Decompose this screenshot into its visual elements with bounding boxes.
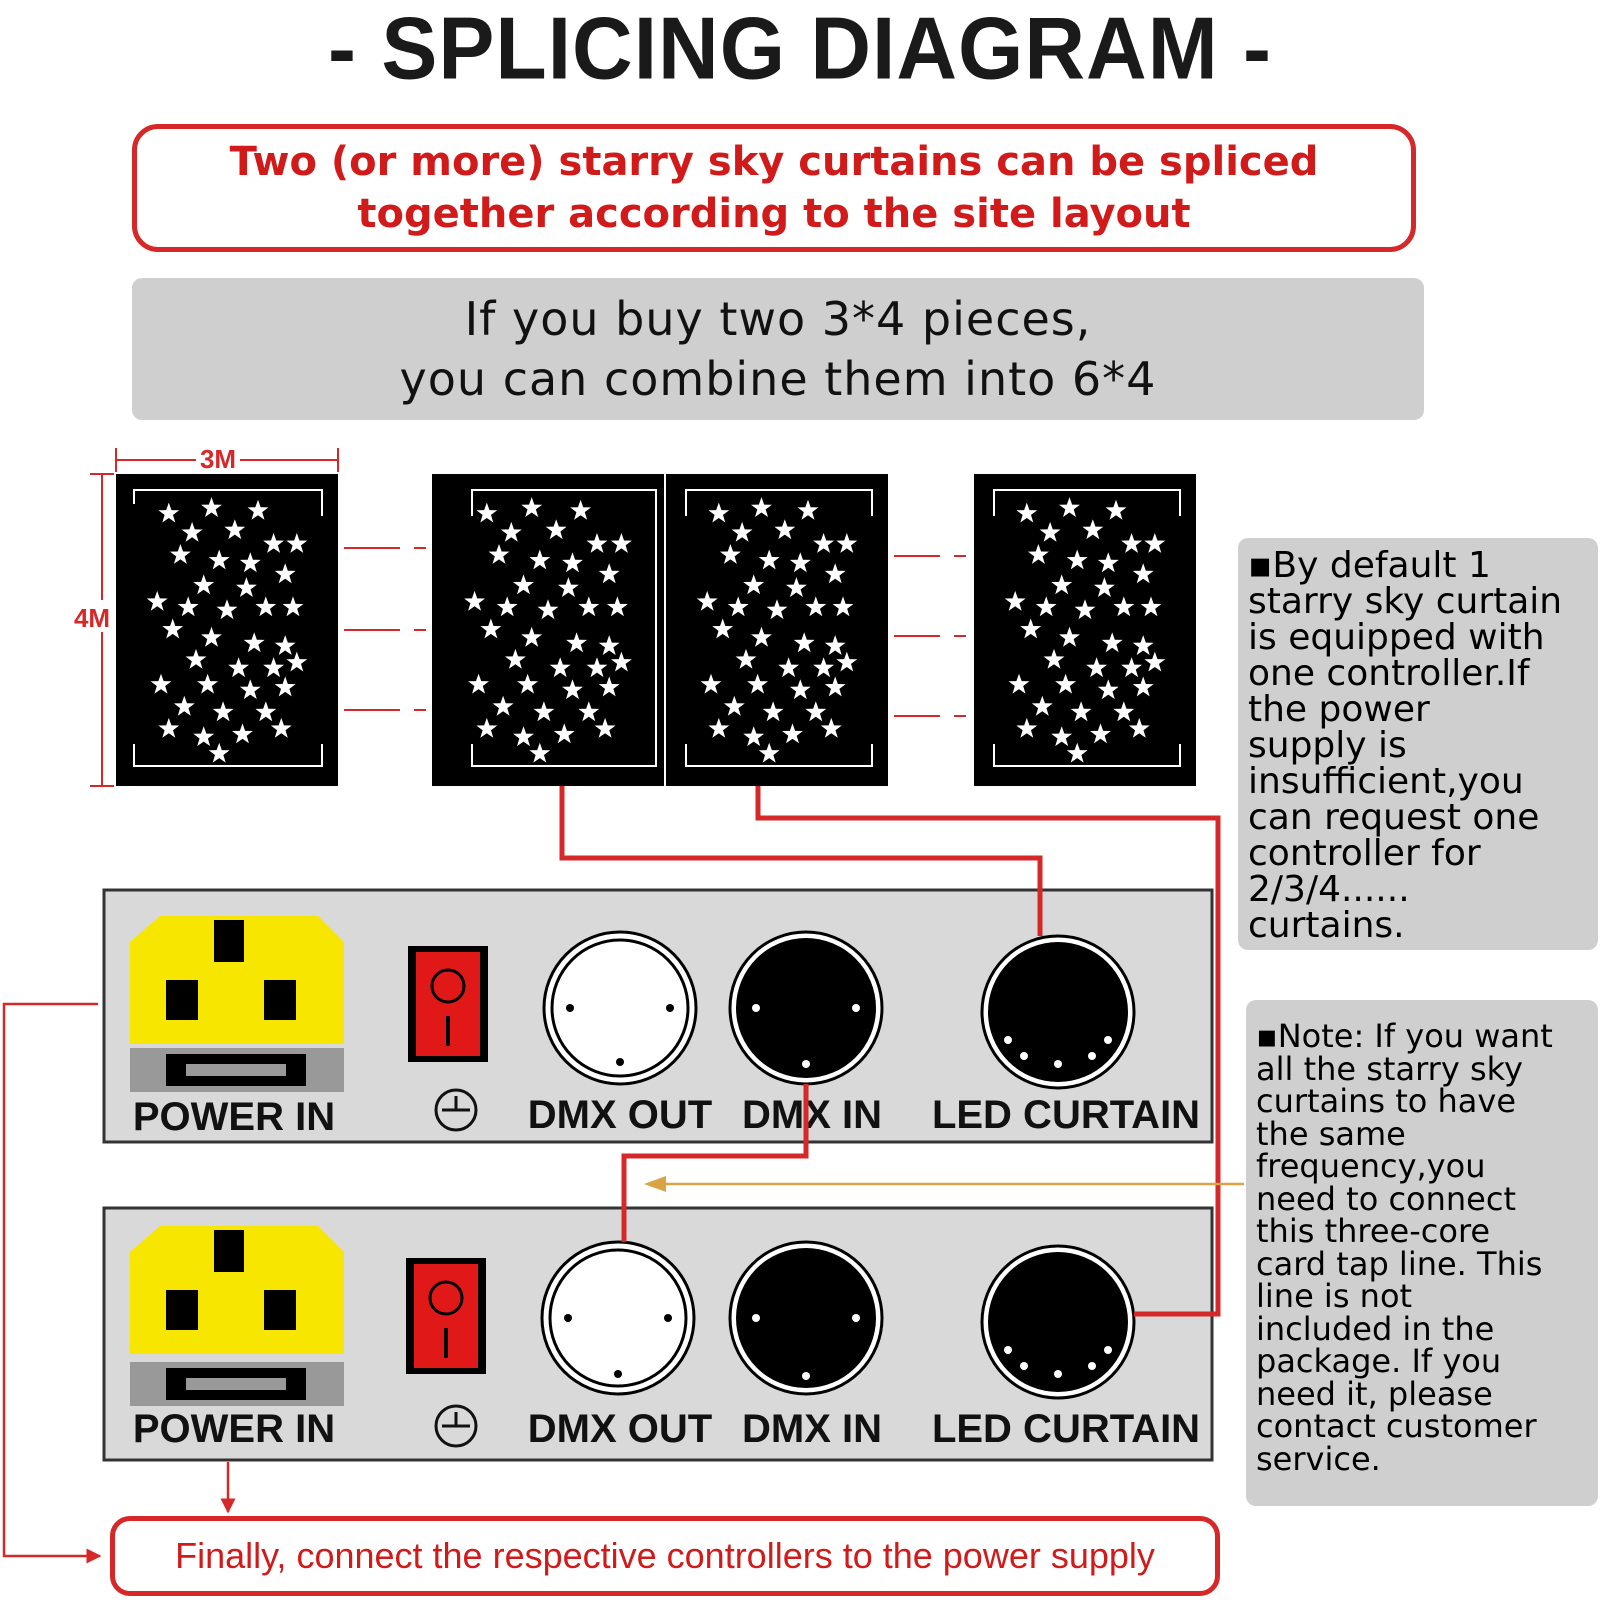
led-curtain-port	[982, 1246, 1134, 1398]
dimension-width-label: 3M	[199, 444, 237, 474]
controller-note: ▪By default 1 starry sky curtain is equipped with one controller.If the power supply is insufficient,you can request one controller for 2/3/4...... curtains.	[1238, 538, 1598, 950]
final-instruction-text: Finally, connect the respective controllers to the power supply	[175, 1535, 1155, 1576]
power-inlet	[130, 916, 344, 1092]
dimension-3m	[116, 440, 338, 474]
controller-top	[104, 890, 1212, 1142]
info-line-2: you can combine them into 6*4	[399, 352, 1157, 406]
curtain-panel-mid-left	[432, 474, 664, 786]
led-curtain-label: LED CURTAIN	[931, 1407, 1201, 1451]
dmx-out-label: DMX OUT	[527, 1093, 713, 1137]
final-instruction	[110, 1516, 1220, 1596]
dmx-in-label: DMX IN	[742, 1407, 882, 1451]
banner-line-2: together according to the site layout	[357, 191, 1191, 237]
page-title: - SPLICING DIAGRAM -	[328, 0, 1272, 98]
dimension-4m	[70, 474, 116, 786]
dmx-out-label: DMX OUT	[527, 1407, 713, 1451]
curtain-panel-mid-right	[666, 474, 888, 786]
dmx-in-label: DMX IN	[742, 1093, 882, 1137]
banner-line-1: Two (or more) starry sky curtains can be spliced	[229, 139, 1319, 185]
dmx-in-port	[730, 932, 882, 1084]
curtain-panel-right	[974, 474, 1196, 786]
controller-bottom	[104, 1208, 1212, 1460]
led-curtain-port	[982, 936, 1134, 1088]
dmx-in-port	[730, 1242, 882, 1394]
power-in-label: POWER IN	[132, 1407, 336, 1451]
info-line-1: If you buy two 3*4 pieces,	[464, 292, 1092, 346]
note-arrow	[644, 1176, 1244, 1192]
led-curtain-label: LED CURTAIN	[931, 1093, 1201, 1137]
dmx-out-port	[542, 1242, 694, 1394]
power-in-label: POWER IN	[132, 1095, 336, 1139]
power-inlet	[130, 1226, 344, 1406]
frequency-note: ▪Note: If you want all the starry sky curtains to have the same frequency,you need to connect this three-core card tap line. This line is not included in the package. If you need it, please contact customer service.	[1246, 1000, 1598, 1506]
dimension-height-label: 4M	[73, 603, 111, 633]
curtain-panel-left	[116, 474, 338, 786]
dmx-out-port	[544, 932, 696, 1084]
